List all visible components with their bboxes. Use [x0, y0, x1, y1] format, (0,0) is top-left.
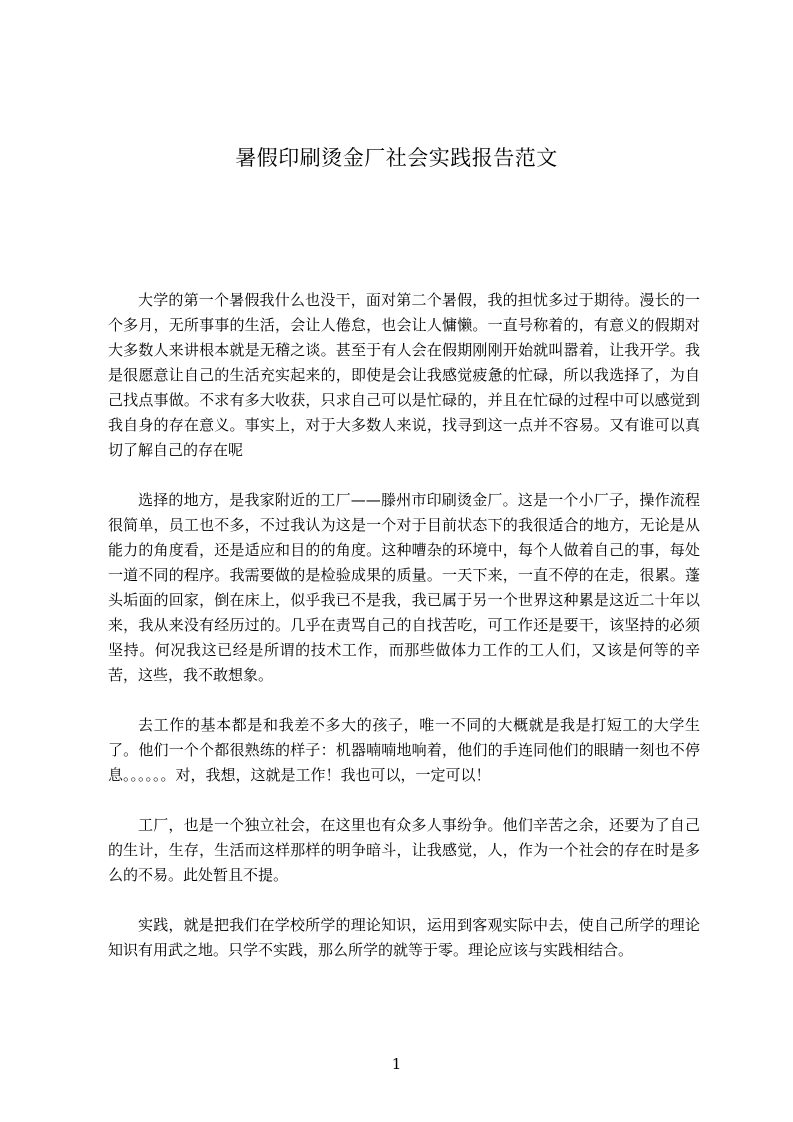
paragraph-1: 大学的第一个暑假我什么也没干，面对第二个暑假，我的担忧多过于期待。漫长的一个多月，无所事事的生活，会让人倦怠，也会让人慵懒。一直号称着的，有意义的假期对大多数人来讲根本就是无稽之谈。甚至于有人会在假期刚刚开始就叫嚣着，让我开学。我是很愿意让自己的生活充实起来的，即使是会让我感觉疲惫的忙碌，所以我选择了，为自己找点事做。不求有多大收获，只求自己可以是忙碌的，并且在忙碌的过程中可以感觉到我自身的存在意义。事实上，对于大多数人来说，找寻到这一点并不容易。又有谁可以真切了解自己的存在呢 [108, 291, 700, 459]
document-title: 暑假印刷烫金厂社会实践报告范文 [235, 146, 558, 170]
paragraph-3: 去工作的基本都是和我差不多大的孩子，唯一不同的大概就是我是打短工的大学生了。他们一个个都很熟练的样子：机器喃喃地响着，他们的手连同他们的眼睛一刻也不停息。。。。。。对，我想，这就是工作！我也可以，一定可以！ [108, 716, 700, 784]
paragraph-2: 选择的地方，是我家附近的工厂——滕州市印刷烫金厂。这是一个小厂子，操作流程很简单，员工也不多，不过我认为这是一个对于目前状态下的我很适合的地方，无论是从能力的角度看，还是适应和目的的角度。这种嘈杂的环境中，每个人做着自己的事，每处一道不同的程序。我需要做的是检验成果的质量。一天下来，一直不停的在走，很累。蓬头垢面的回家，倒在床上，似乎我已不是我，我已属于另一个世界这种累是这近二十年以来，我从来没有经历过的。几乎在责骂自己的自找苦吃，可工作还是要干，该坚持的必须坚持。何况我这已经是所谓的技术工作，而那些做体力工作的工人们，又该是何等的辛苦，这些，我不敢想象。 [108, 491, 700, 684]
page-number: 1 [391, 1055, 402, 1073]
paragraph-5: 实践，就是把我们在学校所学的理论知识，运用到客观实际中去，使自己所学的理论知识有用武之地。只学不实践，那么所学的就等于零。理论应该与实践相结合。 [108, 916, 700, 959]
document-body [108, 288, 700, 963]
paragraph-4: 工厂，也是一个独立社会，在这里也有众多人事纷争。他们辛苦之余，还要为了自己的生计，生存，生活而这样那样的明争暗斗，让我感觉，人，作为一个社会的存在时是多么的不易。此处暂且不提。 [108, 816, 700, 884]
